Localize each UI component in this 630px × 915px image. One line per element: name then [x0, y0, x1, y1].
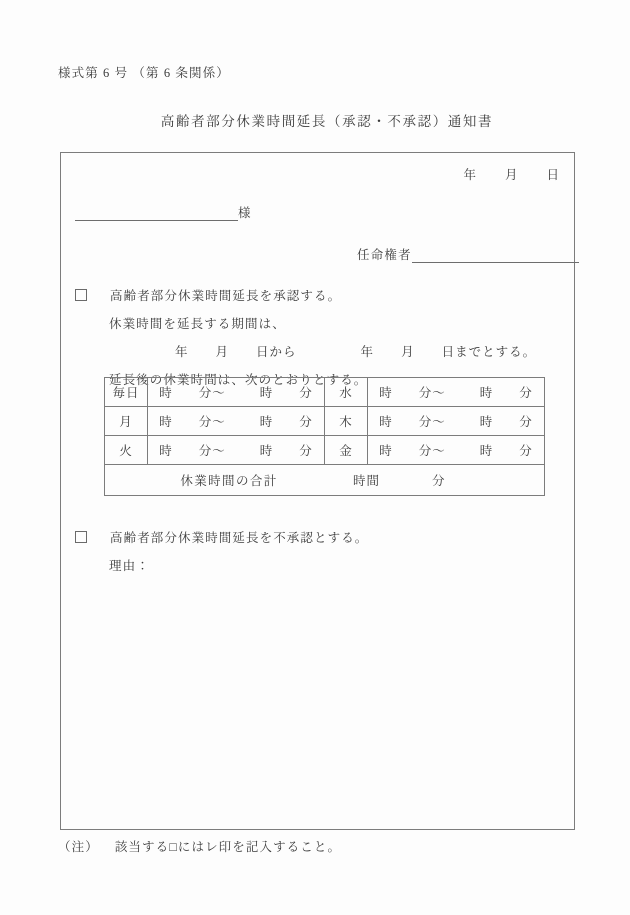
table-row	[105, 407, 545, 436]
approval-period-line	[175, 342, 536, 360]
issue-date-year: 年	[463, 168, 477, 182]
time-hour-start: 時	[379, 415, 393, 429]
approval-statement: 高齢者部分休業時間延長を承認する。	[110, 289, 342, 303]
footer-note	[58, 837, 341, 855]
checkbox-empty-icon[interactable]	[75, 289, 87, 301]
denial-statement: 高齢者部分休業時間延長を不承認とする。	[110, 531, 369, 545]
total-label: 休業時間の合計	[180, 474, 278, 488]
time-minute-end: 分	[519, 415, 533, 429]
schedule-table	[104, 377, 545, 496]
appointer-label: 任命権者	[357, 248, 412, 262]
form-outer-box	[60, 152, 575, 830]
table-row	[105, 378, 545, 407]
time-minute-start: 分～	[418, 444, 446, 458]
addressee-line	[75, 203, 252, 221]
time-hour-start: 時	[159, 444, 173, 458]
schedule-time-left[interactable]	[148, 378, 325, 407]
time-minute-start: 分～	[198, 386, 226, 400]
schedule-day-left: 月	[105, 407, 148, 436]
approval-clause-head	[75, 286, 536, 304]
issue-date-line	[463, 165, 560, 183]
period-from-year: 年	[175, 345, 189, 359]
time-minute-end: 分	[519, 444, 533, 458]
schedule-day-left: 毎日	[105, 378, 148, 407]
schedule-day-left: 火	[105, 436, 148, 465]
schedule-day-right: 金	[325, 436, 368, 465]
note-marker: （注）	[58, 840, 99, 854]
period-to-year: 年	[360, 345, 375, 359]
time-hour-end: 時	[479, 386, 494, 400]
period-to-month: 月	[401, 345, 415, 359]
table-row-total	[105, 465, 545, 496]
approval-clause	[75, 286, 536, 388]
schedule-total-cell[interactable]	[105, 465, 545, 496]
time-hour-start: 時	[379, 444, 393, 458]
denial-clause	[75, 528, 368, 574]
denial-reason-label: 理由：	[109, 559, 150, 573]
period-from-day: 日から	[256, 345, 297, 359]
schedule-time-left[interactable]	[148, 407, 325, 436]
addressee-input[interactable]	[75, 207, 238, 221]
schedule-time-left[interactable]	[148, 436, 325, 465]
page-title: 高齢者部分休業時間延長（承認・不承認）通知書	[160, 114, 494, 129]
time-hour-end: 時	[259, 386, 274, 400]
total-unit-hour: 時間	[353, 474, 381, 488]
schedule-day-right: 水	[325, 378, 368, 407]
schedule-time-right[interactable]	[368, 407, 545, 436]
schedule-time-right[interactable]	[368, 378, 545, 407]
period-from-month: 月	[215, 345, 230, 359]
time-hour-end: 時	[259, 444, 274, 458]
denial-clause-head	[75, 528, 368, 546]
time-minute-start: 分～	[198, 415, 226, 429]
time-minute-start: 分～	[418, 415, 446, 429]
schedule-day-right: 木	[325, 407, 368, 436]
time-minute-end: 分	[299, 386, 313, 400]
time-hour-start: 時	[159, 386, 173, 400]
addressee-suffix: 様	[238, 206, 252, 220]
appointer-input[interactable]	[412, 249, 579, 263]
time-minute-end: 分	[299, 415, 313, 429]
time-hour-end: 時	[259, 415, 274, 429]
time-hour-end: 時	[479, 444, 494, 458]
period-to-day: 日までとする。	[441, 345, 537, 359]
issue-date-month: 月	[504, 168, 519, 182]
total-unit-minute: 分	[432, 474, 446, 488]
time-minute-end: 分	[519, 386, 533, 400]
time-hour-end: 時	[479, 415, 494, 429]
time-minute-start: 分～	[418, 386, 446, 400]
form-code: 様式第 6 号 （第 6 条関係）	[58, 66, 230, 80]
appointer-line	[357, 245, 579, 263]
time-minute-end: 分	[299, 444, 313, 458]
time-hour-start: 時	[159, 415, 173, 429]
table-row	[105, 436, 545, 465]
approval-period-intro: 休業時間を延長する期間は、	[109, 317, 286, 331]
approval-schedule-intro: 延長後の休業時間は、次のとおりとする。	[109, 373, 368, 387]
schedule-time-right[interactable]	[368, 436, 545, 465]
time-hour-start: 時	[379, 386, 393, 400]
note-text: 該当する□にはレ印を記入すること。	[114, 840, 342, 854]
checkbox-empty-icon[interactable]	[75, 531, 87, 543]
time-minute-start: 分～	[198, 444, 226, 458]
issue-date-day: 日	[546, 168, 560, 182]
